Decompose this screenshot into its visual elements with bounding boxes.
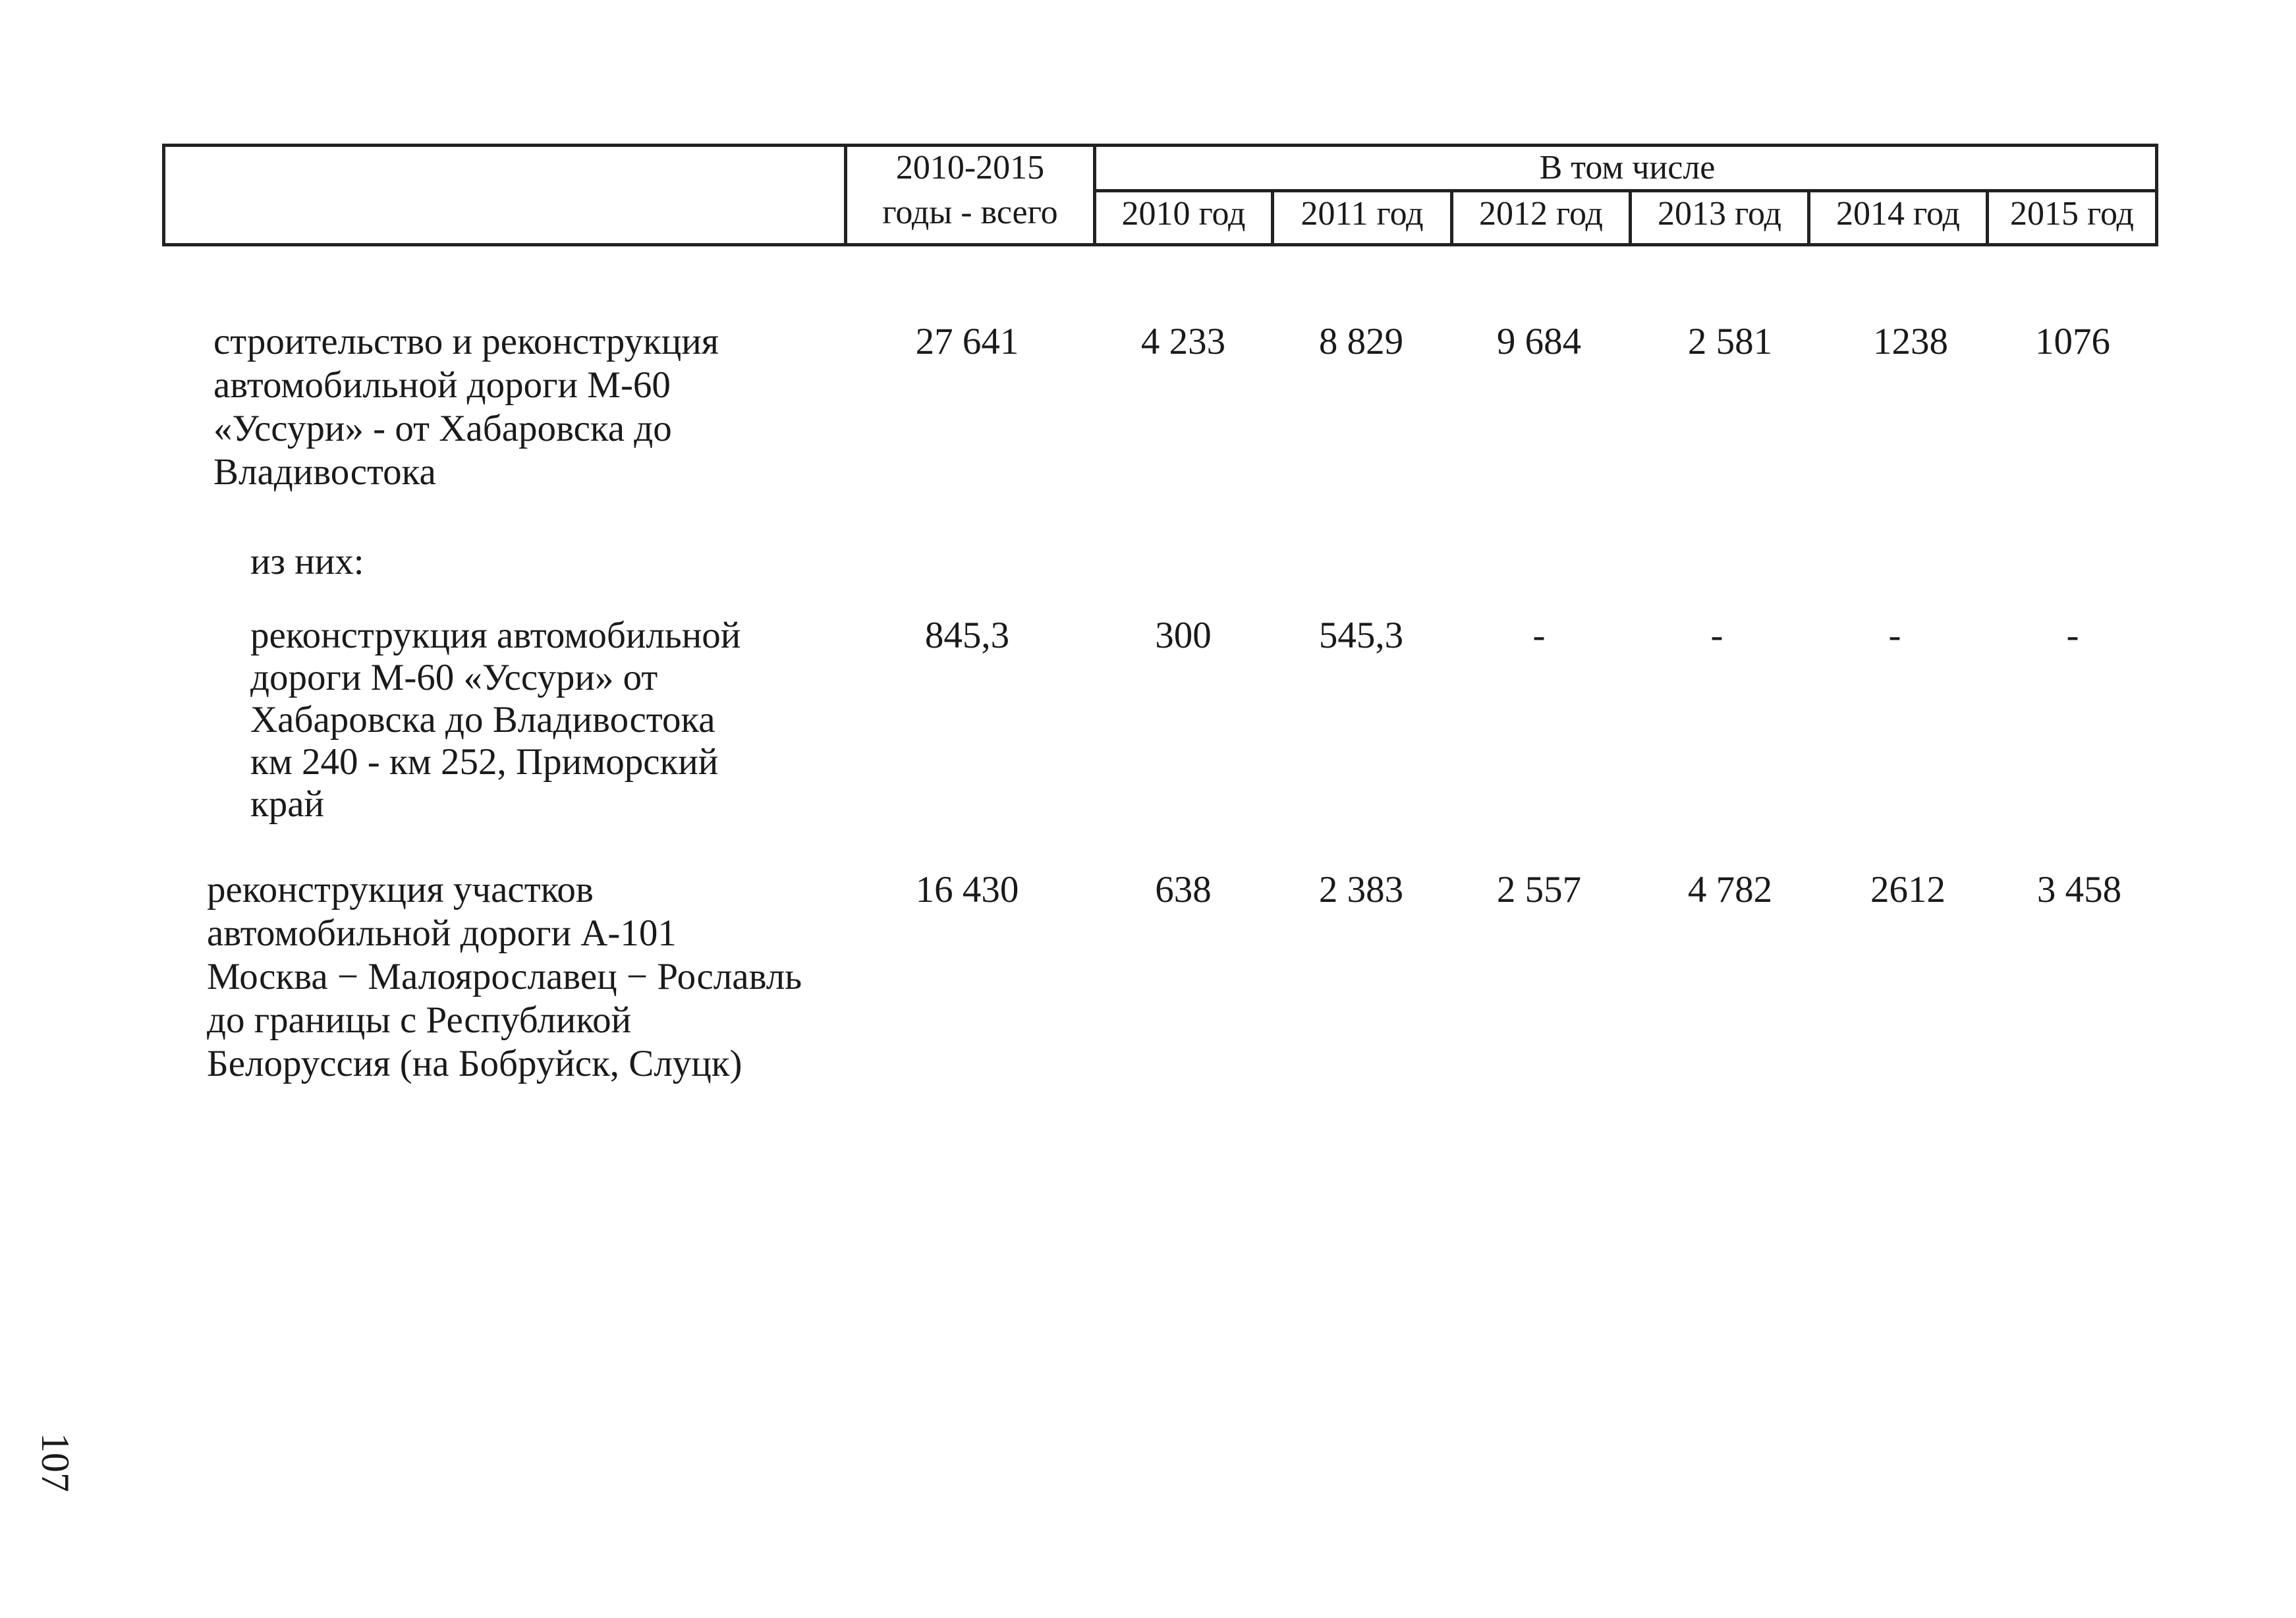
row-label-line: строительство и реконструкция [213,321,719,362]
value-2013: - [1710,615,1723,656]
row-label-line: автомобильной дороги А-101 [207,912,677,954]
value-2014: 2612 [1870,869,1946,910]
value-2010: 638 [1155,869,1212,910]
row-label-line: «Уссури» - от Хабаровска до [213,408,672,449]
row-label-line: Белоруссия (на Бобруйск, Слуцк) [207,1043,742,1084]
value-2010: 300 [1155,615,1212,656]
row-label-line: автомобильной дороги М-60 [213,364,671,406]
value-2014: 1238 [1873,321,1948,362]
value-total: 845,3 [924,615,1010,656]
row-label-line: реконструкция участков [207,869,594,910]
header-year-2014: 2014 год [1836,195,1960,233]
row-label-line: из них: [250,541,364,582]
value-2012: - [1532,615,1546,656]
value-2015: 3 458 [2036,869,2122,910]
value-2013: 4 782 [1687,869,1773,910]
header-total-line2: годы - всего [882,194,1058,231]
value-2012: 9 684 [1496,321,1582,362]
header-year-2015: 2015 год [2010,195,2134,233]
value-2011: 8 829 [1318,321,1404,362]
row-label-line: Владивостока [213,451,436,493]
header-year-2013: 2013 год [1658,195,1781,233]
row-label-line: Хабаровска до Владивостока [250,699,715,740]
value-2013: 2 581 [1687,321,1773,362]
value-2012: 2 557 [1496,869,1582,910]
table-header [162,144,2158,246]
value-total: 16 430 [915,869,1019,910]
value-2014: - [1888,615,1901,656]
header-total-line1: 2010-2015 [895,149,1045,186]
header-year-2010: 2010 год [1121,195,1246,233]
header-divider [1093,189,2155,192]
row-label-line: край [250,783,324,825]
row-label-line: Москва − Малоярославец − Рославль [207,956,802,997]
value-2010: 4 233 [1140,321,1226,362]
value-2011: 545,3 [1318,615,1404,656]
page-number: 107 [34,1433,77,1492]
value-2011: 2 383 [1318,869,1404,910]
value-2015: - [2066,615,2079,656]
row-label-line: дороги М-60 «Уссури» от [250,657,658,698]
row-label-line: до границы с Республикой [207,999,632,1041]
row-label-line: км 240 - км 252, Приморский [250,741,719,783]
header-in-that-number: В том числе [1539,149,1716,186]
value-2015: 1076 [2035,321,2110,362]
value-total: 27 641 [915,321,1019,362]
header-year-2011: 2011 год [1301,195,1424,233]
row-label-line: реконструкция автомобильной [250,615,741,656]
header-year-2012: 2012 год [1479,195,1603,233]
